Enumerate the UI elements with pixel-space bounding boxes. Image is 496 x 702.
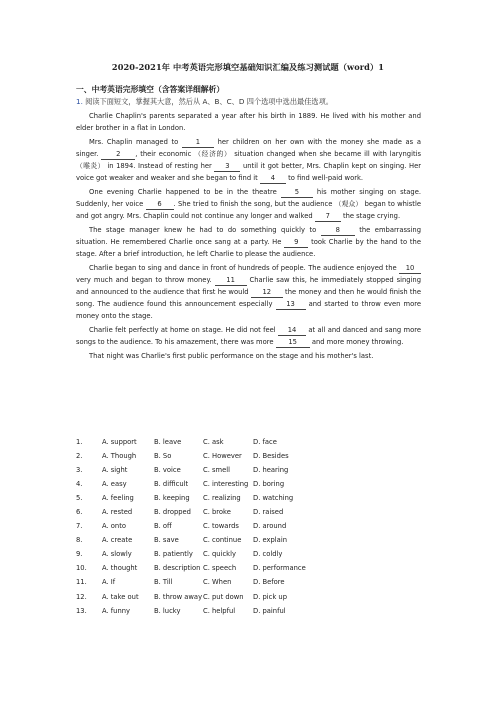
paragraph — [76, 350, 421, 362]
option-number: 11. — [76, 578, 87, 587]
option-choice[interactable]: A. sight — [102, 466, 128, 475]
option-row — [76, 505, 313, 519]
option-row — [76, 449, 313, 463]
option-choice[interactable]: A. thought — [102, 564, 138, 573]
option-row — [76, 477, 313, 491]
passage-text: and started to throw even more money onto the stage. — [76, 300, 421, 320]
question-number: 1. — [76, 97, 83, 106]
option-row — [76, 590, 313, 604]
option-choice[interactable]: A. If — [102, 578, 116, 587]
option-row — [76, 435, 313, 449]
option-number: 7. — [76, 522, 83, 531]
option-number: 6. — [76, 508, 83, 517]
section-heading: 一、中考英语完形填空（含答案详细解析） — [76, 85, 225, 94]
passage-text: Mrs. Chaplin managed to — [89, 138, 182, 146]
passage-text: Charlie felt perfectly at home on stage. He did not feel — [89, 326, 279, 334]
passage-text: his mother singing on stage. Suddenly, her voice — [76, 188, 421, 208]
paragraph — [76, 186, 421, 222]
passage-text: her children on her own with the money she made as a singer. — [76, 138, 421, 158]
passage-text: That night was Charlie's first public performance on the stage and his mother's last. — [89, 352, 374, 360]
option-choice[interactable]: C. When — [203, 578, 232, 587]
option-choice[interactable]: A. rested — [102, 508, 133, 517]
passage-text: took Charlie by the hand to the stage. After a brief introduction, he left Charlie to please the audience. — [76, 238, 421, 258]
option-choice[interactable]: C. quickly — [203, 550, 236, 559]
options-list — [76, 435, 313, 618]
blank-10[interactable]: 10 — [399, 264, 421, 274]
option-choice[interactable]: B. voice — [154, 466, 181, 475]
option-choice[interactable]: A. Though — [102, 452, 137, 461]
option-row — [76, 463, 313, 477]
option-choice[interactable]: C. broke — [203, 508, 231, 517]
option-choice[interactable]: C. helpful — [203, 606, 236, 615]
paragraph — [76, 324, 421, 348]
option-choice[interactable]: D. raised — [253, 508, 284, 517]
option-row — [76, 533, 313, 547]
option-number: 12. — [76, 592, 87, 601]
option-row — [76, 575, 313, 589]
option-choice[interactable]: C. interesting — [203, 480, 249, 489]
blank-5[interactable]: 5 — [281, 188, 313, 198]
passage-text: the stage crying. — [340, 212, 401, 220]
passage-text: Charlie began to sing and dance in front of hundreds of people. The audience enjoyed the — [89, 264, 399, 272]
option-number: 4. — [76, 480, 83, 489]
option-choice[interactable]: D. painful — [253, 606, 286, 615]
option-choice[interactable]: C. put down — [203, 592, 244, 601]
blank-11[interactable]: 11 — [215, 276, 247, 286]
option-choice[interactable]: B. So — [154, 452, 172, 461]
option-choice[interactable]: C. towards — [203, 522, 239, 531]
option-choice[interactable]: B. keeping — [154, 494, 190, 503]
blank-13[interactable]: 13 — [276, 300, 306, 310]
option-choice[interactable]: A. slowly — [102, 550, 132, 559]
option-choice[interactable]: A. create — [102, 536, 133, 545]
passage-text: Charlie saw this, he immediately stopped singing and announced to the audience that first he would — [76, 276, 421, 296]
option-choice[interactable]: D. coldly — [253, 550, 283, 559]
option-choice[interactable]: A. easy — [102, 480, 127, 489]
passage-text: . She tried to finish the song, but the audience （观众） began to whistle and got angry. Mrs. Chaplin could not continue any longer and walked — [76, 200, 421, 220]
option-choice[interactable]: A. take out — [102, 592, 139, 601]
option-choice[interactable]: B. dropped — [154, 508, 191, 517]
option-choice[interactable]: A. feeling — [102, 494, 134, 503]
option-number: 2. — [76, 452, 83, 461]
option-choice[interactable]: D. boring — [253, 480, 285, 489]
option-row — [76, 604, 313, 618]
paragraph — [76, 110, 421, 134]
option-choice[interactable]: B. lucky — [154, 606, 181, 615]
passage — [76, 110, 421, 362]
blank-15[interactable]: 15 — [276, 338, 310, 348]
option-choice[interactable]: D. pick up — [253, 592, 287, 601]
passage-text: , their economic （经济的） situation changed when she became ill with laryngitis（喉炎） in 1894. Instead of resting her — [76, 150, 421, 170]
option-choice[interactable]: B. off — [154, 522, 172, 531]
option-choice[interactable]: B. patiently — [154, 550, 193, 559]
option-number: 5. — [76, 494, 83, 503]
option-row — [76, 547, 313, 561]
option-choice[interactable]: D. Before — [253, 578, 285, 587]
option-row — [76, 491, 313, 505]
blank-9[interactable]: 9 — [284, 238, 308, 248]
option-choice[interactable]: C. speech — [203, 564, 237, 573]
option-choice[interactable]: D. around — [253, 522, 287, 531]
option-choice[interactable]: B. leave — [154, 438, 182, 446]
blank-14[interactable]: 14 — [278, 326, 306, 336]
option-choice[interactable]: C. ask — [203, 438, 224, 446]
option-choice[interactable]: B. throw away — [154, 592, 203, 601]
passage-text: the embarrassing situation. He remembered Charlie once sang at a party. He — [76, 226, 421, 246]
passage-text: One evening Charlie happened to be in the theatre — [89, 188, 281, 196]
blank-7[interactable]: 7 — [315, 212, 341, 222]
option-choice[interactable]: C. realizing — [203, 494, 241, 503]
option-choice[interactable]: B. description — [154, 564, 201, 573]
option-choice[interactable]: D. face — [253, 438, 277, 446]
option-choice[interactable]: A. onto — [102, 522, 126, 531]
blank-2[interactable]: 2 — [101, 150, 135, 160]
option-choice[interactable]: D. Besides — [253, 452, 289, 461]
blank-6[interactable]: 6 — [146, 200, 174, 210]
option-choice[interactable]: B. save — [154, 536, 179, 545]
option-number: 8. — [76, 536, 83, 545]
option-number: 1. — [76, 438, 83, 446]
passage-text: at all and danced and sang more songs to the audience. To his amazement, there was more — [76, 326, 421, 346]
question-instruction — [76, 97, 333, 107]
blank-3[interactable]: 3 — [214, 162, 240, 172]
option-choice[interactable]: B. Till — [154, 578, 173, 587]
blank-12[interactable]: 12 — [251, 288, 283, 298]
option-number: 10. — [76, 564, 87, 573]
paragraph — [76, 224, 421, 260]
instruction-text: 阅读下面短文，掌握其大意，然后从 A、B、C、D 四个选项中选出最佳选项。 — [85, 97, 333, 106]
paragraph — [76, 136, 421, 184]
option-number: 9. — [76, 550, 83, 559]
option-choice[interactable]: D. explain — [253, 536, 287, 545]
option-row — [76, 561, 313, 575]
option-choice[interactable]: C. However — [203, 452, 242, 461]
option-choice[interactable]: C. smell — [203, 466, 230, 475]
paragraph — [76, 262, 421, 322]
passage-text: until it got better, Mrs. Chaplin kept on singing. Her voice got weaker and weaker and she began to find it — [76, 162, 421, 182]
option-number: 3. — [76, 466, 83, 475]
option-choice[interactable]: A. support — [102, 438, 137, 446]
blank-8[interactable]: 8 — [321, 226, 355, 236]
option-choice[interactable]: C. continue — [203, 536, 242, 545]
passage-text: Charlie Chaplin's parents separated a year after his birth in 1889. He lived with his mother and elder brother in a flat in London. — [76, 112, 421, 132]
passage-text: very much and began to throw money. — [76, 276, 215, 284]
option-choice[interactable]: D. performance — [253, 564, 306, 573]
passage-text: The stage manager knew he had to do something quickly to — [89, 226, 321, 234]
option-choice[interactable]: A. funny — [102, 606, 130, 615]
passage-text: the money and then he would finish the song. The audience found this announcement especially — [76, 288, 421, 308]
passage-text: to find well-paid work. — [285, 174, 364, 182]
blank-4[interactable]: 4 — [260, 174, 286, 184]
option-row — [76, 519, 313, 533]
page-title: 2020-2021年 中考英语完形填空基础知识汇编及练习测试题（word）1 — [111, 62, 385, 72]
passage-text: and more money throwing. — [309, 338, 404, 346]
blank-1[interactable]: 1 — [182, 138, 214, 148]
option-number: 13. — [76, 606, 87, 615]
option-choice[interactable]: D. hearing — [253, 466, 289, 475]
option-choice[interactable]: D. watching — [253, 494, 294, 503]
option-choice[interactable]: B. difficult — [154, 480, 189, 489]
